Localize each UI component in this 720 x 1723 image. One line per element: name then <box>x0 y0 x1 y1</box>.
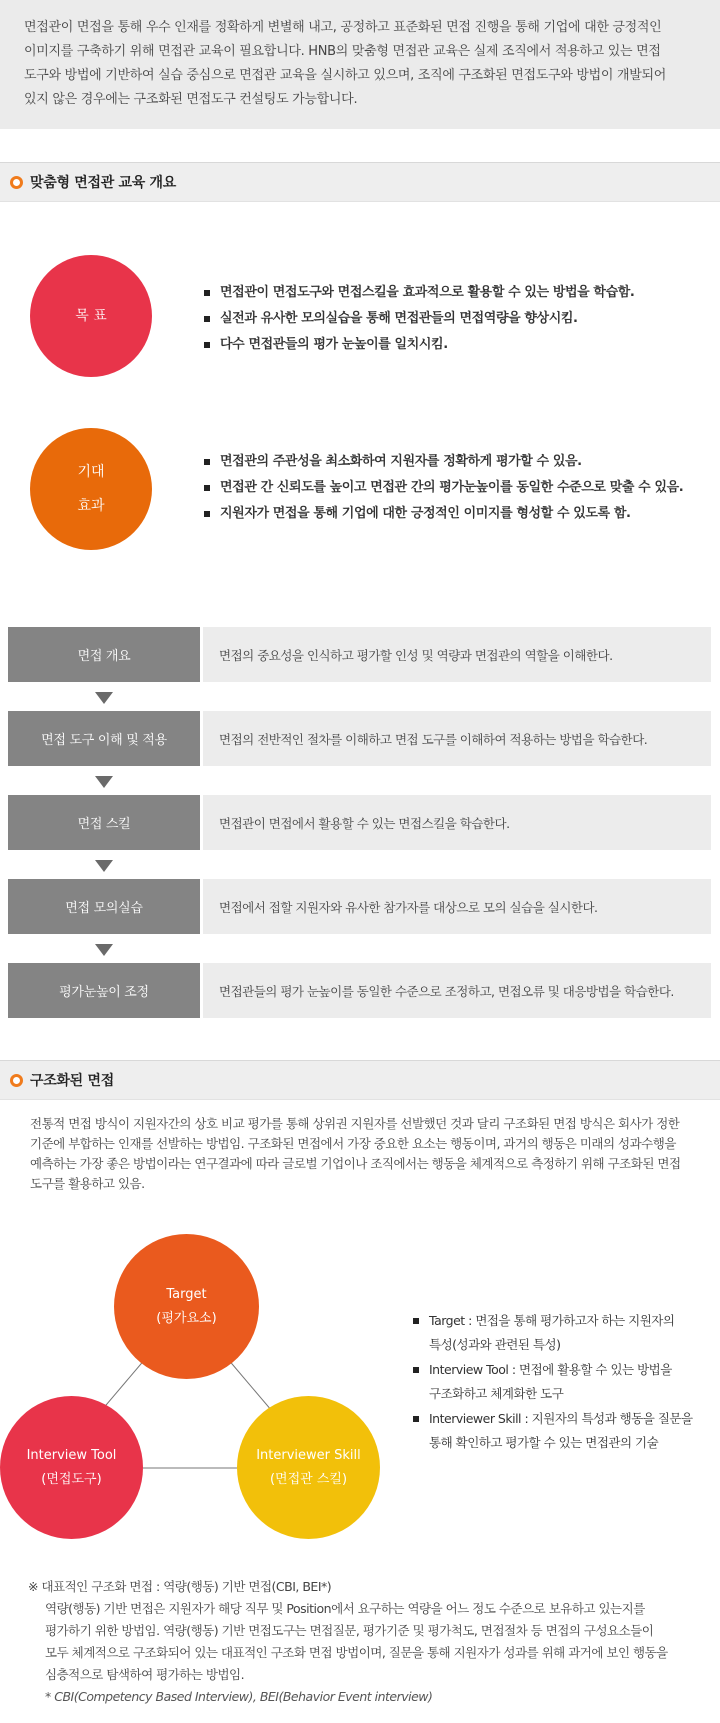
note-heading: ※ 대표적인 구조화 면접 : 역량(행동) 기반 면접(CBI, BEI*) <box>28 1579 332 1594</box>
interviewer-skill-circle <box>237 1396 380 1539</box>
list-item <box>413 1407 720 1455</box>
target-title: Target <box>166 1286 207 1302</box>
structured-interview-diagram <box>0 1225 400 1545</box>
circle-bullet-icon <box>10 1074 23 1087</box>
list-item <box>413 1309 720 1357</box>
flow-step <box>8 795 711 850</box>
intro-box <box>0 0 720 129</box>
flow-step <box>8 711 711 766</box>
para-line: 전통적 면접 방식이 지원자간의 상호 비교 평가를 통해 상위권 지원자를 선발했던 것과 달리 구조화된 면접 방식은 회사가 정한 <box>30 1116 680 1131</box>
intro-line: 있지 않은 경우에는 구조화된 면접도구 컨설팅도 가능합니다. <box>24 92 358 107</box>
para-line: 기준에 부합하는 인재를 선발하는 방법임. 구조화된 면접에서 가장 중요한 요소는 행동이며, 과거의 행동은 미래의 성과수행을 <box>30 1136 676 1151</box>
list-item: 실전과 유사한 모의실습을 통해 면접관들의 면접역량을 향상시킴. <box>204 306 634 332</box>
flow-step <box>8 963 711 1018</box>
note-footnote: * CBI(Competency Based Interview), BEI(Behavior Event interview) <box>45 1689 433 1704</box>
item-line: 구조화하고 체계화한 도구 <box>429 1386 564 1401</box>
item-line: Target : 면접을 통해 평가하고자 하는 지원자의 <box>429 1313 675 1328</box>
note-body <box>28 1598 712 1686</box>
item-line: 통해 확인하고 평가할 수 있는 면접관의 기술 <box>429 1435 659 1450</box>
note-line: 평가하기 위한 방법임. 역량(행동) 기반 면접도구는 면접질문, 평가기준 및 평가척도, 면접절차 등 면접의 구성요소들이 <box>45 1623 654 1638</box>
tool-title: Interview Tool <box>26 1447 117 1463</box>
goal-circle <box>30 255 152 377</box>
section-title: 맞춤형 면접관 교육 개요 <box>30 175 176 191</box>
step-description: 면접의 중요성을 인식하고 평가할 인성 및 역량과 면접관의 역할을 이해한다. <box>203 627 711 682</box>
intro-line: 도구와 방법에 기반하여 실습 중심으로 면접관 교육을 실시하고 있으며, 조직에 구조화된 면접도구와 방법이 개발되어 <box>24 68 667 83</box>
down-arrow-icon <box>95 692 113 704</box>
intro-line: 면접관이 면접을 통해 우수 인재를 정확하게 변별해 내고, 공정하고 표준화된 면접 진행을 통해 기업에 대한 긍정적인 <box>24 20 662 35</box>
goal-label: 목 표 <box>75 308 107 324</box>
effect-label-line: 효과 <box>77 498 105 514</box>
section-header-overview <box>0 162 720 202</box>
list-item: 면접관이 면접도구와 면접스킬을 효과적으로 활용할 수 있는 방법을 학습함. <box>204 280 634 306</box>
skill-title: Interviewer Skill <box>256 1447 361 1463</box>
list-item: 면접관 간 신뢰도를 높이고 면접관 간의 평가눈높이를 동일한 수준으로 맞출 수 있음. <box>204 475 683 501</box>
para-line: 도구를 활용하고 있음. <box>30 1176 145 1191</box>
down-arrow-icon <box>95 776 113 788</box>
tool-subtitle: (면접도구) <box>41 1471 102 1487</box>
note-box <box>28 1576 712 1708</box>
goal-list <box>204 280 634 358</box>
effect-list <box>204 449 683 527</box>
interview-tool-circle <box>0 1396 143 1539</box>
step-label: 면접 스킬 <box>8 795 200 850</box>
step-description: 면접의 전반적인 절차를 이해하고 면접 도구를 이해하여 적용하는 방법을 학습한다. <box>203 711 711 766</box>
flow-step <box>8 879 711 934</box>
step-description: 면접관들의 평가 눈높이를 동일한 수준으로 조정하고, 면접오류 및 대응방법을 학습한다. <box>203 963 711 1018</box>
effect-label-line: 기대 <box>77 464 105 480</box>
structured-description <box>30 1114 702 1194</box>
intro-text <box>24 16 696 112</box>
down-arrow-icon <box>95 860 113 872</box>
structured-components-list <box>413 1309 720 1456</box>
list-item: 지원자가 면접을 통해 기업에 대한 긍정적인 이미지를 형성할 수 있도록 함. <box>204 501 683 527</box>
step-label: 면접 모의실습 <box>8 879 200 934</box>
effect-circle <box>30 428 152 550</box>
connector-line <box>227 1358 272 1411</box>
note-line: 역량(행동) 기반 면접은 지원자가 해당 직무 및 Position에서 요구하는 역량을 어느 정도 수준으로 보유하고 있는지를 <box>45 1601 645 1616</box>
flow-step <box>8 627 711 682</box>
circle-bullet-icon <box>10 176 23 189</box>
list-item: 면접관의 주관성을 최소화하여 지원자를 정확하게 평가할 수 있음. <box>204 449 683 475</box>
connector-line <box>101 1358 146 1411</box>
item-line: Interviewer Skill : 지원자의 특성과 행동을 질문을 <box>429 1411 693 1426</box>
target-subtitle: (평가요소) <box>156 1310 217 1326</box>
note-line: 모두 체계적으로 구조화되어 있는 대표적인 구조화 면접 방법이며, 질문을 통해 지원자가 성과를 위해 과거에 보인 행동을 <box>45 1645 668 1660</box>
skill-subtitle: (면접관 스킬) <box>269 1471 348 1487</box>
section-header-structured <box>0 1060 720 1100</box>
target-circle <box>114 1234 259 1379</box>
step-label: 면접 도구 이해 및 적용 <box>8 711 200 766</box>
list-item <box>413 1358 720 1406</box>
step-label: 면접 개요 <box>8 627 200 682</box>
step-label: 평가눈높이 조정 <box>8 963 200 1018</box>
para-line: 예측하는 가장 좋은 방법이라는 연구결과에 따라 글로벌 기업이나 조직에서는 행동을 체계적으로 측정하기 위해 구조화된 면접 <box>30 1156 681 1171</box>
item-line: 특성(성과와 관련된 특성) <box>429 1337 561 1352</box>
step-description: 면접에서 접할 지원자와 유사한 참가자를 대상으로 모의 실습을 실시한다. <box>203 879 711 934</box>
section-title: 구조화된 면접 <box>30 1073 114 1089</box>
down-arrow-icon <box>95 944 113 956</box>
note-line: 심층적으로 탐색하여 평가하는 방법임. <box>45 1667 245 1682</box>
item-line: Interview Tool : 면접에 활용할 수 있는 방법을 <box>429 1362 672 1377</box>
intro-line: 이미지를 구축하기 위해 면접관 교육이 필요합니다. HNB의 맞춤형 면접관 교육은 실제 조직에서 적용하고 있는 면접 <box>24 44 661 59</box>
list-item: 다수 면접관들의 평가 눈높이를 일치시킴. <box>204 332 634 358</box>
step-description: 면접관이 면접에서 활용할 수 있는 면접스킬을 학습한다. <box>203 795 711 850</box>
